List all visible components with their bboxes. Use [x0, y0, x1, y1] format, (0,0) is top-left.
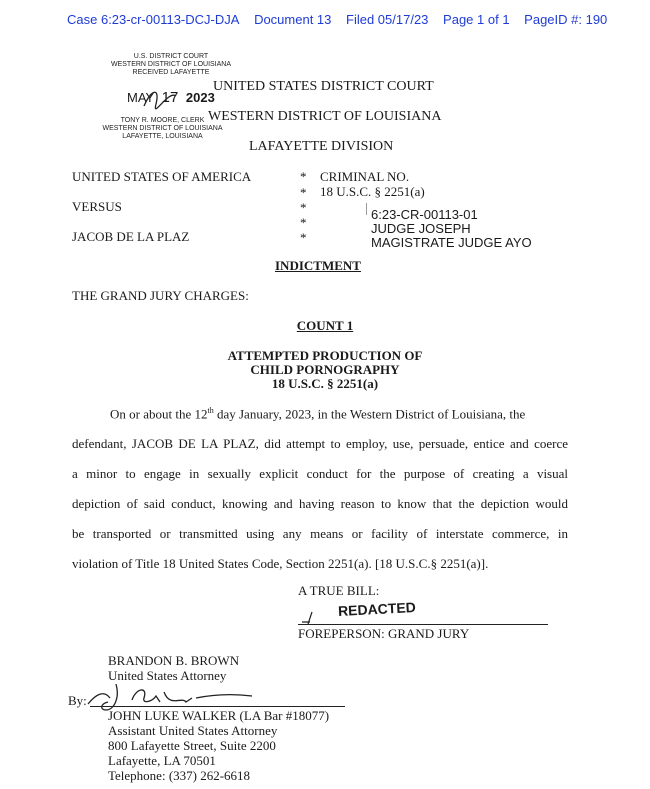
count-heading-2: CHILD PORNOGRAPHY: [250, 362, 400, 377]
stamp-year: 2023: [185, 90, 215, 105]
stamp-clerk-district: WESTERN DISTRICT OF LOUISIANA: [102, 125, 223, 132]
document-number: Document 13: [254, 12, 332, 27]
true-bill-label: A TRUE BILL:: [298, 583, 380, 598]
stamp-day: 17: [161, 89, 179, 106]
court-division: LAFAYETTE DIVISION: [249, 139, 394, 154]
defendant-name: JACOB DE LA PLAZ: [72, 229, 190, 244]
asst-attorney-title: Assistant United States Attorney: [108, 723, 278, 738]
ecf-header: [67, 12, 618, 27]
divider: [366, 203, 367, 215]
attorney-address: 800 Lafayette Street, Suite 2200: [108, 738, 276, 753]
count-label: COUNT 1: [296, 318, 354, 333]
body-line-3: a minor to engage in sexually explicit conduct for the purpose of creating a visual: [72, 466, 568, 481]
us-attorney-block: [108, 653, 239, 683]
body-line-1: On or about the 12th day January, 2023, in the Western District of Louisiana, the: [110, 406, 526, 422]
asst-attorney-name: JOHN LUKE WALKER (LA Bar #18077): [108, 708, 330, 723]
magistrate-name: MAGISTRATE JUDGE AYO: [371, 235, 532, 250]
us-attorney-title: United States Attorney: [108, 668, 227, 683]
body-line-2: defendant, JACOB DE LA PLAZ, did attempt to employ, use, persuade, entice and coerce: [72, 436, 568, 451]
redacted-stamp: REDACTED: [337, 598, 417, 620]
attorney-city: Lafayette, LA 70501: [108, 753, 216, 768]
court-district: WESTERN DISTRICT OF LOUISIANA: [208, 109, 442, 124]
us-attorney-name: BRANDON B. BROWN: [108, 653, 240, 668]
foreperson-label: FOREPERSON: GRAND JURY: [298, 626, 470, 641]
stamp-clerk-city: LAFAYETTE, LOUISIANA: [122, 133, 203, 140]
signature-line: [298, 624, 548, 625]
document-title: INDICTMENT: [275, 258, 361, 273]
count-heading-1: ATTEMPTED PRODUCTION OF: [227, 348, 423, 363]
caption-star: *: [300, 230, 307, 245]
caption-star: *: [300, 200, 307, 215]
body-line-4: depiction of said conduct, knowing and having reason to know that the depiction would: [72, 496, 568, 511]
attorney-phone: Telephone: (337) 262-6618: [108, 768, 251, 783]
criminal-no-label: CRIMINAL NO.: [320, 169, 410, 184]
charges-intro: THE GRAND JURY CHARGES:: [72, 288, 249, 303]
body-line-6: violation of Title 18 United States Code, Section 2251(a). [18 U.S.C.§ 2251(a)].: [72, 556, 489, 571]
count-heading-3: 18 U.S.C. § 2251(a): [271, 376, 379, 391]
plaintiff-name: UNITED STATES OF AMERICA: [72, 169, 252, 184]
stamp-court: U.S. DISTRICT COURT: [133, 53, 209, 60]
case-number: 6:23-CR-00113-01: [371, 207, 478, 222]
by-label: By:: [68, 693, 87, 708]
caption-star: *: [300, 215, 307, 230]
received-stamp: [96, 53, 246, 77]
stamp-received: RECEIVED LAFAYETTE: [132, 69, 210, 76]
caption-star: *: [300, 169, 307, 184]
stamp-clerk: TONY R. MOORE, CLERK: [120, 117, 205, 124]
body-line-5: be transported or transmitted using any means or facility of interstate commerce, in: [72, 526, 568, 541]
caption-star: *: [300, 185, 307, 200]
court-name: UNITED STATES DISTRICT COURT: [213, 79, 434, 94]
clerk-stamp: [100, 117, 225, 141]
stamp-district: WESTERN DISTRICT OF LOUISIANA: [110, 61, 232, 68]
asst-attorney-block: [108, 708, 329, 783]
filed-date: Filed 05/17/23: [346, 12, 429, 27]
stamp-scribble-icon: [140, 86, 180, 110]
versus-label: VERSUS: [72, 199, 122, 214]
attorney-signature-line: [90, 706, 345, 707]
judge-name: JUDGE JOSEPH: [371, 221, 471, 236]
statute-citation: 18 U.S.C. § 2251(a): [320, 184, 425, 199]
page-count: Page 1 of 1: [443, 12, 510, 27]
case-number-header: Case 6:23-cr-00113-DCJ-DJA: [67, 12, 240, 27]
page-id: PageID #: 190: [524, 12, 608, 27]
stamp-month: MAY: [127, 90, 154, 105]
